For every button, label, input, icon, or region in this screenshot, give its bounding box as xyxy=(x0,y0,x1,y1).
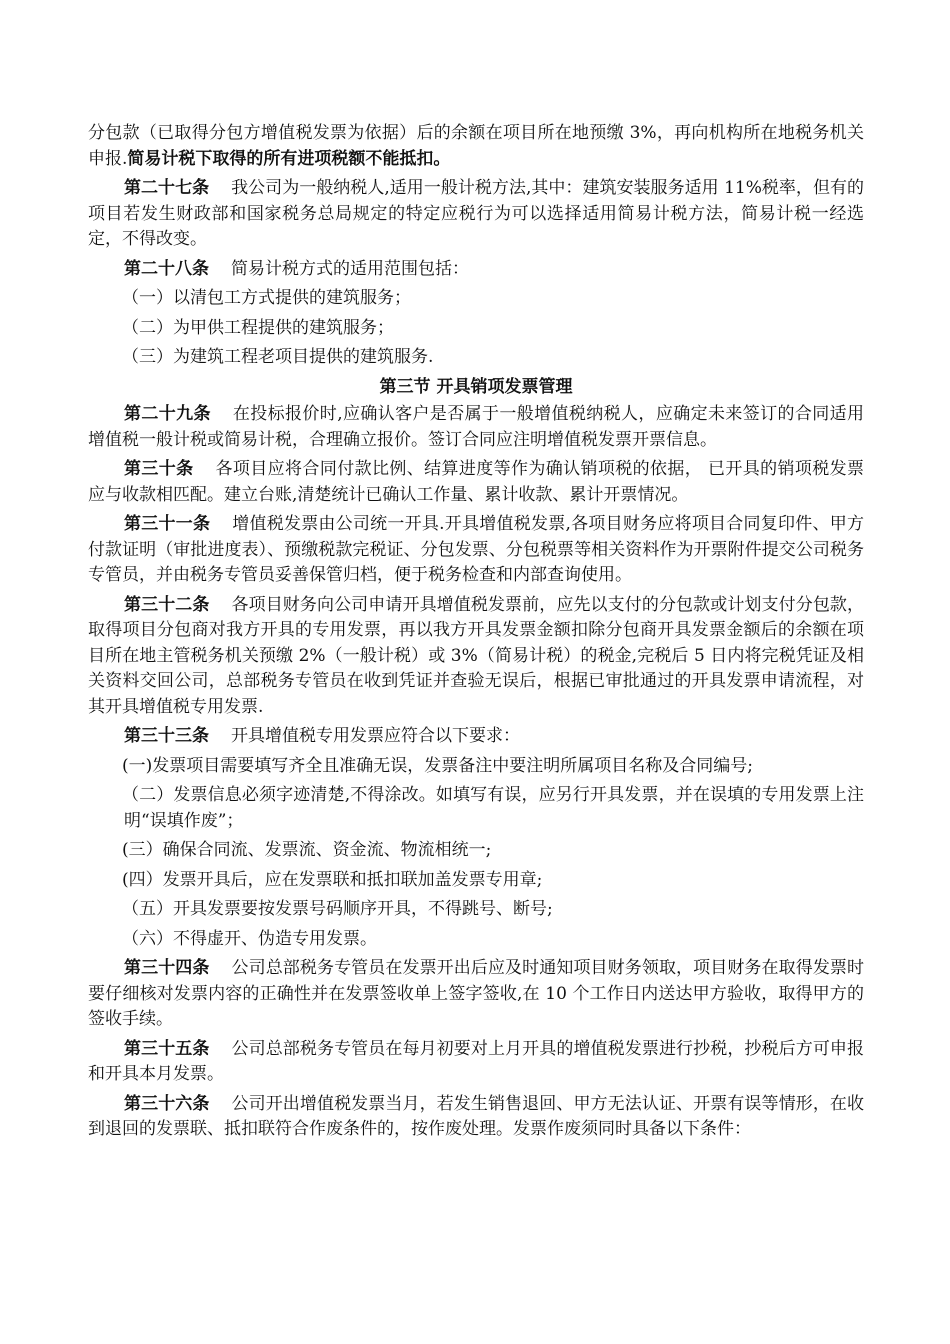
list-item: (四）发票开具后，应在发票联和抵扣联加盖发票专用章; xyxy=(122,869,543,890)
list-item: (三）确保合同流、发票流、资金流、物流相统一; xyxy=(122,840,492,860)
article-34 xyxy=(88,956,864,1033)
article-text: 公司总部税务专管员在每月初要对上月开具的增值税发票进行抄税，抄税后方可申报和开具本月发票。 xyxy=(88,1038,865,1084)
article-title: 第三十三条 xyxy=(124,726,209,746)
article-text: 简易计税方式的适用范围包括： xyxy=(231,258,469,279)
article-title: 第二十八条 xyxy=(124,258,209,279)
article-text: 在投标报价时,应确认客户是否属于一般增值税纳税人，应确定未来签订的合同适用增值税一般计税或简易计税，合理确立报价。签订合同应注明增值税发票开票信息。 xyxy=(88,404,865,450)
article-title: 第二十七条 xyxy=(124,178,210,198)
article-title: 第三十一条 xyxy=(124,514,211,534)
article-title: 第三十五条 xyxy=(124,1038,210,1059)
article-29 xyxy=(88,402,864,453)
article-text: 各项目财务向公司申请开具增值税发票前，应先以支付的分包款或计划支付分包款，取得项目分包商对我方开具的专用发票，再以我方开具发票金额扣除分包商开具发票金额后的余额在项目所在地主管税务机关预缴 2%（一般计税）或 3%（简易计税）的税金,完税后 5 日内将完税凭证及相关资料交回公司，总部税务专管员在收到凭证并查验无误后，根据已审批通过的开具发票申请流程，对其开具增值税专用发票. xyxy=(88,594,865,717)
bold-emphasis: 简易计税下取得的所有进项税额不能抵扣。 xyxy=(127,148,451,169)
article-text: 公司总部税务专管员在发票开出后应及时通知项目财务领取，项目财务在取得发票时要仔细核对发票内容的正确性并在发票签收单上签字签收,在 10 个工作日内送达甲方验收，取得甲方的签收手续。 xyxy=(88,958,865,1029)
list-item: （五）开具发票要按发票号码顺序开具，不得跳号、断号; xyxy=(122,899,553,919)
list-item: （二）为甲供工程提供的建筑服务； xyxy=(122,317,394,338)
section-heading: 第三节 开具销项发票管理 xyxy=(379,376,573,397)
article-31 xyxy=(88,512,864,589)
paragraph-text: 分包款（已取得分包方增值税发票为依据）后的余额在项目所在地预缴 3%，再向机构所在地税务机关申报. xyxy=(88,123,864,169)
article-32 xyxy=(88,593,864,721)
article-text: 各项目应将合同付款比例、结算进度等作为确认销项税的依据， 已开具的销项税发票应与收款相匹配。建立台账,清楚统计已确认工作量、累计收款、累计开票情况。 xyxy=(88,459,865,505)
article-title: 第三十六条 xyxy=(124,1093,210,1114)
article-36 xyxy=(88,1092,864,1143)
article-35 xyxy=(88,1037,864,1088)
article-text: 我公司为一般纳税人,适用一般计税方法,其中：建筑安装服务适用 11%税率，但有的项目若发生财政部和国家税务总局规定的特定应税行为可以选择适用简易计税方法，简易计税一经选定，不得改变。 xyxy=(88,178,865,249)
list-item: （六）不得虚开、伪造专用发票。 xyxy=(122,928,377,949)
article-title: 第二十九条 xyxy=(124,404,211,424)
article-text: 增值税发票由公司统一开具.开具增值税发票,各项目财务应将项目合同复印件、甲方付款证明（审批进度表）、预缴税款完税证、分包发票、分包税票等相关资料作为开票附件提交公司税务专管员，并由税务专管员妥善保管归档，便于税务检查和内部查询使用。 xyxy=(88,514,864,585)
article-text: 开具增值税专用发票应符合以下要求： xyxy=(231,726,520,746)
list-item: （二）发票信息必须字迹清楚,不得涂改。如填写有误，应另行开具发票，并在误填的专用发票上注明“误填作废”； xyxy=(122,785,864,831)
document-page xyxy=(88,121,864,1147)
article-27 xyxy=(88,176,864,253)
list-item: （一）以清包工方式提供的建筑服务； xyxy=(122,288,411,308)
article-33 xyxy=(88,724,864,750)
article-28 xyxy=(88,257,864,283)
paragraph-continuation xyxy=(88,121,864,172)
list-item: (一)发票项目需要填写齐全且准确无误，发票备注中要注明所属项目名称及合同编号; xyxy=(122,755,753,776)
article-text: 公司开出增值税发票当月，若发生销售退回、甲方无法认证、开票有误等情形，在收到退回的发票联、抵扣联符合作废条件的，按作废处理。发票作废须同时具备以下条件： xyxy=(88,1093,865,1139)
article-30 xyxy=(88,457,864,508)
article-title: 第三十四条 xyxy=(124,958,210,978)
article-title: 第三十条 xyxy=(124,459,194,479)
list-item: （三）为建筑工程老项目提供的建筑服务. xyxy=(122,347,434,367)
article-title: 第三十二条 xyxy=(124,594,210,615)
